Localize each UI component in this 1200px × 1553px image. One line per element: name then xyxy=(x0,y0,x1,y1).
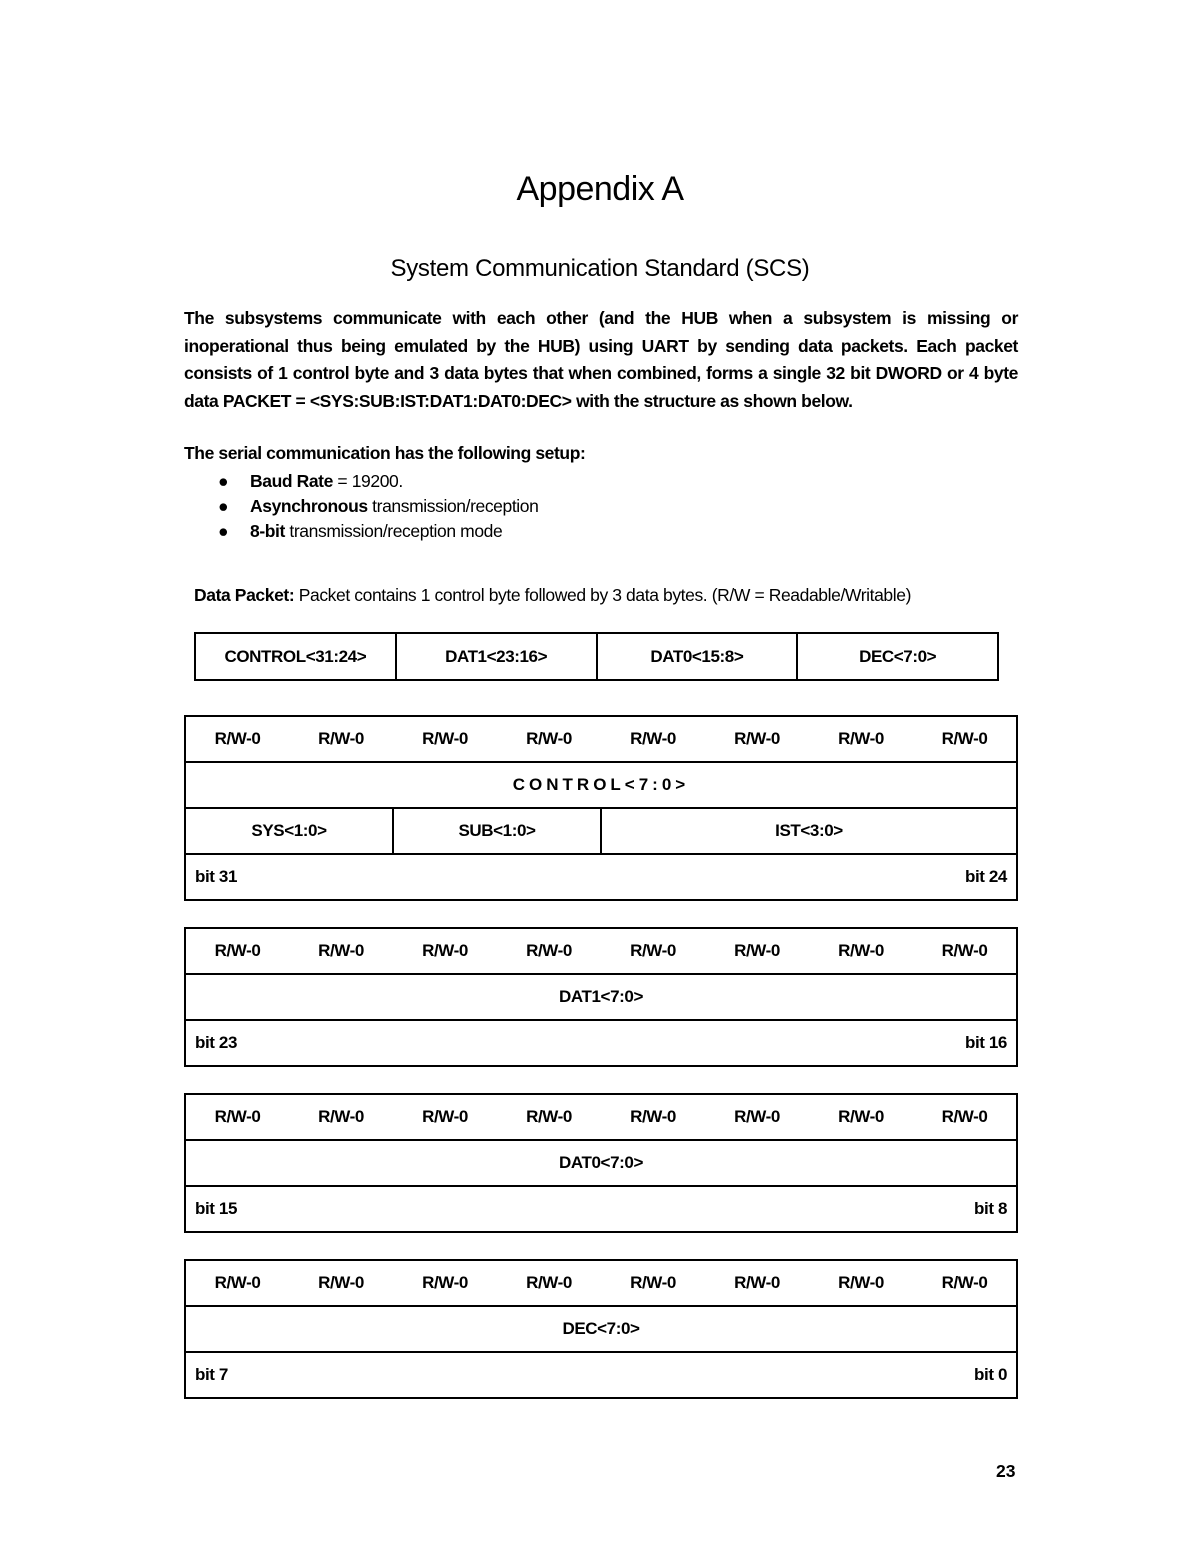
access-cell: R/W-0 xyxy=(393,1260,497,1306)
access-cell: R/W-0 xyxy=(913,1094,1017,1140)
bit-high-label: bit 31 xyxy=(195,867,238,886)
access-cell: R/W-0 xyxy=(913,1260,1017,1306)
access-cell: R/W-0 xyxy=(185,928,289,974)
access-cell: R/W-0 xyxy=(289,716,393,762)
access-cell: R/W-0 xyxy=(289,928,393,974)
bit-range-row xyxy=(185,1352,1017,1398)
subfield-cell: SYS<1:0> xyxy=(185,808,393,854)
register-name: CONTROL<7:0> xyxy=(185,762,1017,808)
setup-term: Baud Rate xyxy=(250,471,333,491)
bit-high-label: bit 23 xyxy=(195,1033,238,1052)
list-item xyxy=(218,469,538,494)
subfield-cell: IST<3:0> xyxy=(601,808,1017,854)
intro-paragraph: The subsystems communicate with each other (and the HUB when a subsystem is missing or inoperational thus being emulated by the HUB) using UART by sending data packets. Each packet consists of 1 control byte and 3 data bytes that when combined, forms a single 32 bit DWORD or 4 byte data PACKET = <SYS:SUB:IST:DAT1:DAT0:DEC> with the structure as shown below. xyxy=(184,308,1018,411)
control-register-table xyxy=(184,715,1018,901)
bullet-icon: ● xyxy=(218,496,229,516)
access-cell: R/W-0 xyxy=(497,928,601,974)
access-cell: R/W-0 xyxy=(601,716,705,762)
access-cell: R/W-0 xyxy=(809,1094,913,1140)
bit-range-row xyxy=(185,1020,1017,1066)
access-cell: R/W-0 xyxy=(913,716,1017,762)
access-cell: R/W-0 xyxy=(705,1260,809,1306)
access-cell: R/W-0 xyxy=(809,716,913,762)
access-cell: R/W-0 xyxy=(289,1094,393,1140)
setup-detail: = 19200. xyxy=(332,471,403,491)
bit-low-label: bit 0 xyxy=(974,1365,1007,1384)
bit-low-label: bit 8 xyxy=(974,1199,1007,1218)
access-cell: R/W-0 xyxy=(393,716,497,762)
subfield-cell: SUB<1:0> xyxy=(393,808,601,854)
bit-high-label: bit 15 xyxy=(195,1199,238,1218)
setup-term: 8-bit xyxy=(250,521,285,541)
dat1-register-table xyxy=(184,927,1018,1067)
access-cell: R/W-0 xyxy=(185,1094,289,1140)
access-cell: R/W-0 xyxy=(705,1094,809,1140)
setup-detail: transmission/reception xyxy=(367,496,539,516)
list-item xyxy=(218,519,538,544)
access-cell: R/W-0 xyxy=(185,716,289,762)
access-cell: R/W-0 xyxy=(393,928,497,974)
setup-detail: transmission/reception mode xyxy=(284,521,503,541)
bit-low-label: bit 24 xyxy=(964,867,1007,886)
bullet-icon: ● xyxy=(218,521,229,541)
access-cell: R/W-0 xyxy=(497,1094,601,1140)
setup-term: Asynchronous xyxy=(250,496,368,516)
access-cell: R/W-0 xyxy=(497,716,601,762)
access-cell: R/W-0 xyxy=(809,928,913,974)
bit-high-label: bit 7 xyxy=(195,1365,228,1384)
page-title: Appendix A xyxy=(516,170,684,208)
packet-field: CONTROL<31:24> xyxy=(195,633,396,680)
access-cell: R/W-0 xyxy=(601,928,705,974)
packet-field: DAT1<23:16> xyxy=(396,633,597,680)
bit-low-label: bit 16 xyxy=(964,1033,1007,1052)
page-number: 23 xyxy=(996,1461,1016,1481)
register-name: DAT1<7:0> xyxy=(185,974,1017,1020)
setup-list xyxy=(218,469,538,544)
bit-range-row xyxy=(185,854,1017,900)
packet-description xyxy=(194,585,911,606)
packet-overview-table xyxy=(194,632,999,681)
dec-register-table xyxy=(184,1259,1018,1399)
access-cell: R/W-0 xyxy=(705,716,809,762)
access-cell: R/W-0 xyxy=(497,1260,601,1306)
packet-text: Packet contains 1 control byte followed by 3 data bytes. (R/W = Readable/Writable) xyxy=(294,585,912,605)
dat0-register-table xyxy=(184,1093,1018,1233)
access-cell: R/W-0 xyxy=(809,1260,913,1306)
section-title: System Communication Standard (SCS) xyxy=(390,255,810,282)
access-cell: R/W-0 xyxy=(393,1094,497,1140)
access-cell: R/W-0 xyxy=(601,1094,705,1140)
access-cell: R/W-0 xyxy=(913,928,1017,974)
list-item xyxy=(218,494,538,519)
register-name: DEC<7:0> xyxy=(185,1306,1017,1352)
bit-range-row xyxy=(185,1186,1017,1232)
packet-label: Data Packet: xyxy=(194,585,295,605)
access-cell: R/W-0 xyxy=(289,1260,393,1306)
register-name: DAT0<7:0> xyxy=(185,1140,1017,1186)
packet-field: DAT0<15:8> xyxy=(597,633,798,680)
access-cell: R/W-0 xyxy=(185,1260,289,1306)
setup-intro: The serial communication has the following setup: xyxy=(184,443,586,463)
bullet-icon: ● xyxy=(218,471,229,491)
access-cell: R/W-0 xyxy=(601,1260,705,1306)
packet-field: DEC<7:0> xyxy=(797,633,998,680)
access-cell: R/W-0 xyxy=(705,928,809,974)
